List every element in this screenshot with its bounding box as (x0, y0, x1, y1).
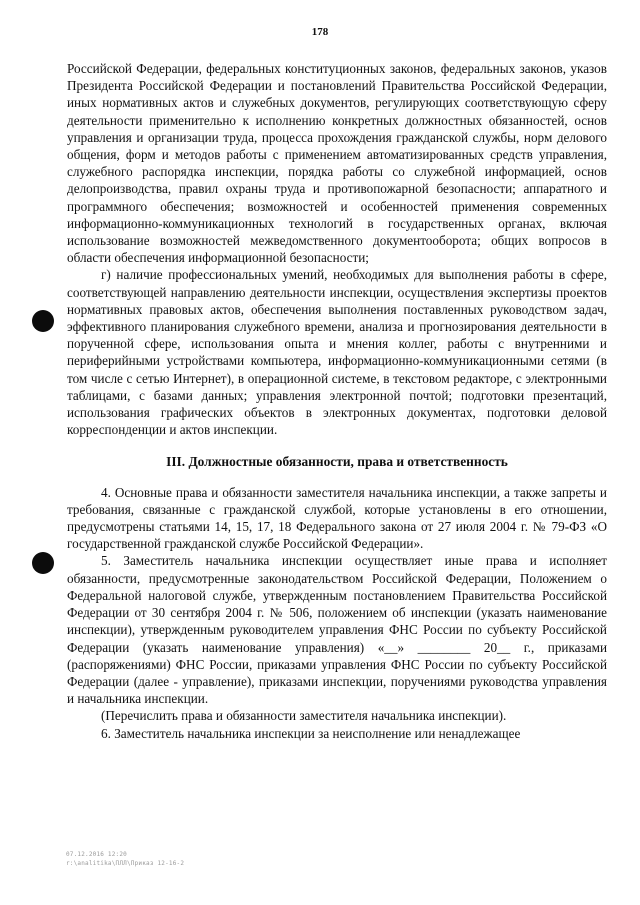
paragraph-5: 5. Заместитель начальника инспекции осуществляет иные права и исполняет обязанности, предусмотренные законодательством Российской Федерации, Положением о Федеральной налоговой службе, утвержденным постановлением Правительства Российской Федерации от 30 сентября 2004 г. № 506, положением об инспекции (указать наименование инспекции), утвержденным руководителем управления ФНС России по субъекту Российской Федерации (указать наименование управления) «__» ________ 20__ г., приказами (распоряжениями) ФНС России, приказами управления ФНС России по субъекту Российской Федерации (далее - управление), приказами инспекции, поручениями руководства управления и начальника инспекции. (67, 553, 607, 707)
section-heading: III. Должностные обязанности, права и ответственность (166, 454, 508, 470)
paragraph-4: 4. Основные права и обязанности заместителя начальника инспекции, а также запреты и требования, связанные с гражданской службой, которые установлены в его отношении, предусмотрены статьями 14, 15, 17, 18 Федерального закона от 27 июля 2004 г. № 79-ФЗ «О государственной гражданской службе Российской Федерации». (67, 484, 607, 552)
document-body (67, 60, 607, 742)
footer-file-path: r:\analitika\ПЛЛ\Приказ 12-16-2 (66, 860, 185, 867)
paragraph-item-g: г) наличие профессиональных умений, необходимых для выполнения работы в сфере, соответствующей направлению деятельности инспекции, осуществления экспертизы проектов нормативных правовых актов, обеспечения выполнения поставленных руководством задач, эффективного планирования служебного времени, анализа и прогнозирования деятельности в порученной сфере, использования опыта и мнения коллег, работы с внутренними и периферийными устройствами компьютера, информационно-коммуникационными сетями (в том числе с сетью Интернет), в операционной системе, в текстовом редакторе, с электронными таблицами, с базами данных; управления электронной почтой; подготовки презентаций, использования графических объектов в электронных документах, подготовки деловой корреспонденции и актов инспекции. (67, 267, 607, 438)
paragraph-5-note: (Перечислить права и обязанности заместителя начальника инспекции). (101, 708, 507, 724)
paragraph-6: 6. Заместитель начальника инспекции за неисполнение или ненадлежащее (101, 725, 521, 741)
punch-hole (32, 310, 54, 332)
page-number: 178 (311, 26, 329, 38)
paragraph-continuation: Российской Федерации, федеральных конституционных законов, федеральных законов, указов Президента Российской Федерации и постановлений Правительства Российской Федерации, иных нормативных актов и служебных документов, регулирующих соответствующую сферу деятельности применительно к исполнению конкретных должностных обязанностей, основ управления и организации труда, процесса прохождения гражданской службы, норм делового общения, форм и методов работы с применением автоматизированных средств управления, служебного распорядка инспекции, порядка работы со служебной информацией, основ делопроизводства, правил охраны труда и противопожарной безопасности; аппаратного и программного обеспечения; возможностей и особенностей применения современных информационно-коммуникационных технологий в государственных органах, включая использование возможностей межведомственного документооборота; общих вопросов в области обеспечения информационной безопасности; (67, 61, 607, 266)
punch-hole (32, 552, 54, 574)
footer-timestamp: 07.12.2016 12:20 (66, 851, 127, 858)
